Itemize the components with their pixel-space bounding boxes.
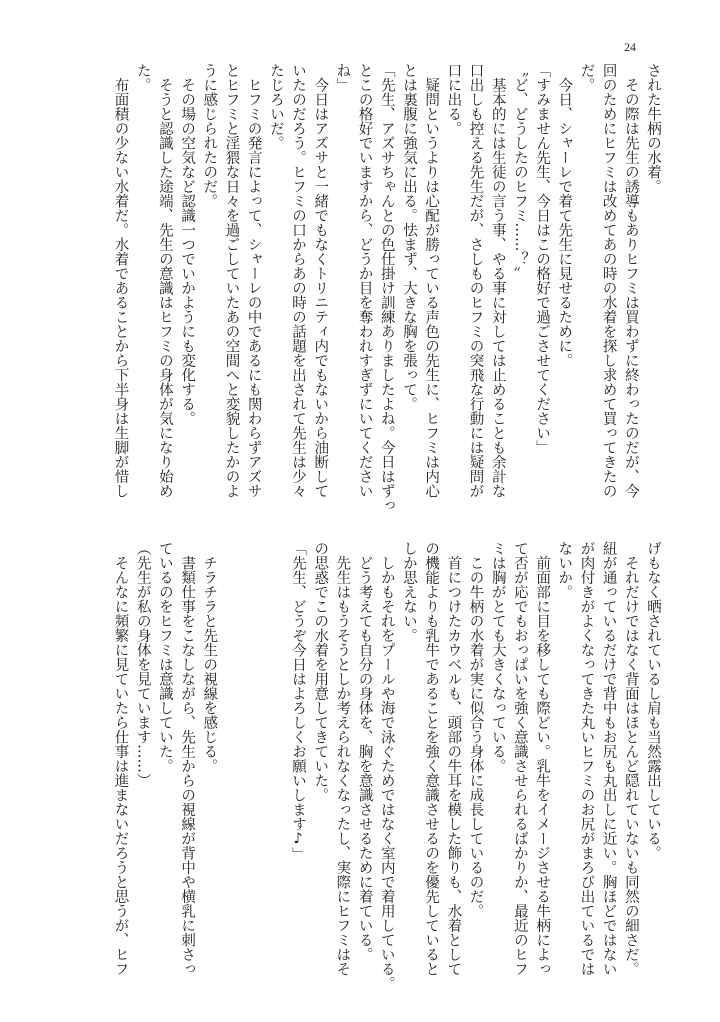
text-column: された牛柄の水着。 xyxy=(645,63,661,194)
text-column: げもなく晒されているし肩も当然露出している。 xyxy=(645,541,661,860)
text-column: しかもそれをプールや海で泳ぐためではなく室内で着用している。 xyxy=(378,541,395,991)
text-column: それだけではなく背面はほとんど隠れていないも同然の細さだ。 xyxy=(622,541,639,976)
dialogue-column: ね」 xyxy=(334,63,351,92)
dialogue-column: 「すみません先生、今日はこの格好で過ごさせてください」 xyxy=(534,63,551,455)
text-column: とヒフミと淫猥な日々を過ごしていたあの空間へと変貌したかのよ xyxy=(223,63,240,498)
text-column: ないか。 xyxy=(556,541,573,599)
text-column: チラチラと先生の視線を感じる。 xyxy=(201,541,218,773)
text-column: そうと認識した途端、先生の意識はヒフミの身体が気になり始め xyxy=(156,63,173,498)
scene-break-blank xyxy=(220,541,242,981)
text-column: だ。 xyxy=(578,63,595,92)
text-column: しか思えない。 xyxy=(400,541,417,643)
text-column: うに感じられたのだ。 xyxy=(201,63,218,208)
page-number: 24 xyxy=(624,40,636,54)
dialogue-column: 「先生、どうぞ今日はよろしくお願いします♪」 xyxy=(290,541,306,862)
text-column: ているのをヒフミは意識していた。 xyxy=(156,541,173,773)
text-column: その際は先生の誘導もありヒフミは買わずに終わったのだが、今 xyxy=(622,63,639,498)
text-column: その場の空気など認識一つでいかようにも変化する。 xyxy=(179,63,196,426)
text-column: 紐が通っているだけで背中もお尻も丸出しに近い。胸ほどではない xyxy=(600,541,617,976)
text-column: 書類仕事をこなしながら、先生からの視線が背中や横乳に刺さっ xyxy=(179,541,196,976)
text-column: て否が応でもおっぱいを強く意識させられるばかりか、最近のヒフ xyxy=(511,541,528,976)
inner-thought-column: （先生が私の身体を見ています……） xyxy=(134,541,151,788)
dialogue-column: 「先生、アズサちゃんとの色仕掛け訓練ありましたよね。今日はずっ xyxy=(378,63,395,513)
text-column: 口出しも控える先生だが、さしものヒフミの突飛な行動には疑問が xyxy=(467,63,484,498)
text-column: 今日、シャーレで着て先生に見せるために。 xyxy=(556,63,573,368)
text-column: ヒフミの発言によって、シャーレの中であるにも関わらずアズサ xyxy=(245,63,262,498)
text-column: 今日はアズサと一緒でもなくトリニティ内でもないから油断して xyxy=(312,63,329,498)
text-column: 基本的には生徒の言う事、やる事に対しては止めることも余計な xyxy=(489,63,506,498)
scene-break-blank xyxy=(242,541,264,981)
text-column: た。 xyxy=(134,63,151,92)
text-column: いたのだろう。ヒフミの口からあの時の話題を出されて先生は少々 xyxy=(290,63,306,498)
text-column: この牛柄の水着が実に似合う身体に成長しているのだ。 xyxy=(467,541,484,918)
lower-text-block xyxy=(109,541,664,991)
dialogue-column: 〝ど、どうしたのヒフミ……？〟 xyxy=(511,63,528,281)
upper-text-block xyxy=(109,63,664,513)
text-column: 布面積の少ない水着だ。水着であることから下半身は生脚が惜し xyxy=(112,63,129,498)
text-column: の機能よりも乳牛であることを強く意識させるのを優先していると xyxy=(423,541,440,976)
text-column: 口に出る。 xyxy=(445,63,462,136)
text-column: 首につけたカウベルも、頭部の牛耳を模した飾りも、水着として xyxy=(445,541,462,976)
text-column: 回のためにヒフミは改めてあの時の水着を探し求めて買ってきたの xyxy=(600,63,617,498)
text-column: たじろいだ。 xyxy=(267,63,284,150)
text-column: ミは胸がとても大きくなっている。 xyxy=(489,541,506,773)
text-column: 先生はもうそうとしか考えられなくなったし、実際にヒフミはそ xyxy=(334,541,351,976)
scene-break-blank xyxy=(265,541,287,981)
text-column: が肉付きがよくなってきた丸いヒフミのお尻がまろび出ているでは xyxy=(578,541,595,976)
dialogue-column: とこの格好でいますから、どうか目を奪われすぎずにいてください xyxy=(356,63,373,498)
text-column: そんなに頻繁に見ていたら仕事は進まないだろうと思うが、ヒフ xyxy=(112,541,129,976)
text-column: の思惑でこの水着を用意してきていた。 xyxy=(312,541,329,802)
text-column: 前面部に目を移しても際どい。乳牛をイメージさせる牛柄によっ xyxy=(534,541,551,976)
text-column: とは裏腹に強気に出る。怯まず、大きな胸を張って。 xyxy=(400,63,417,411)
text-column: どう考えても自分の身体を、胸を意識させるために着ている。 xyxy=(356,541,373,962)
text-column: 疑問というよりは心配が勝っている声色の先生に、ヒフミは内心 xyxy=(423,63,440,498)
